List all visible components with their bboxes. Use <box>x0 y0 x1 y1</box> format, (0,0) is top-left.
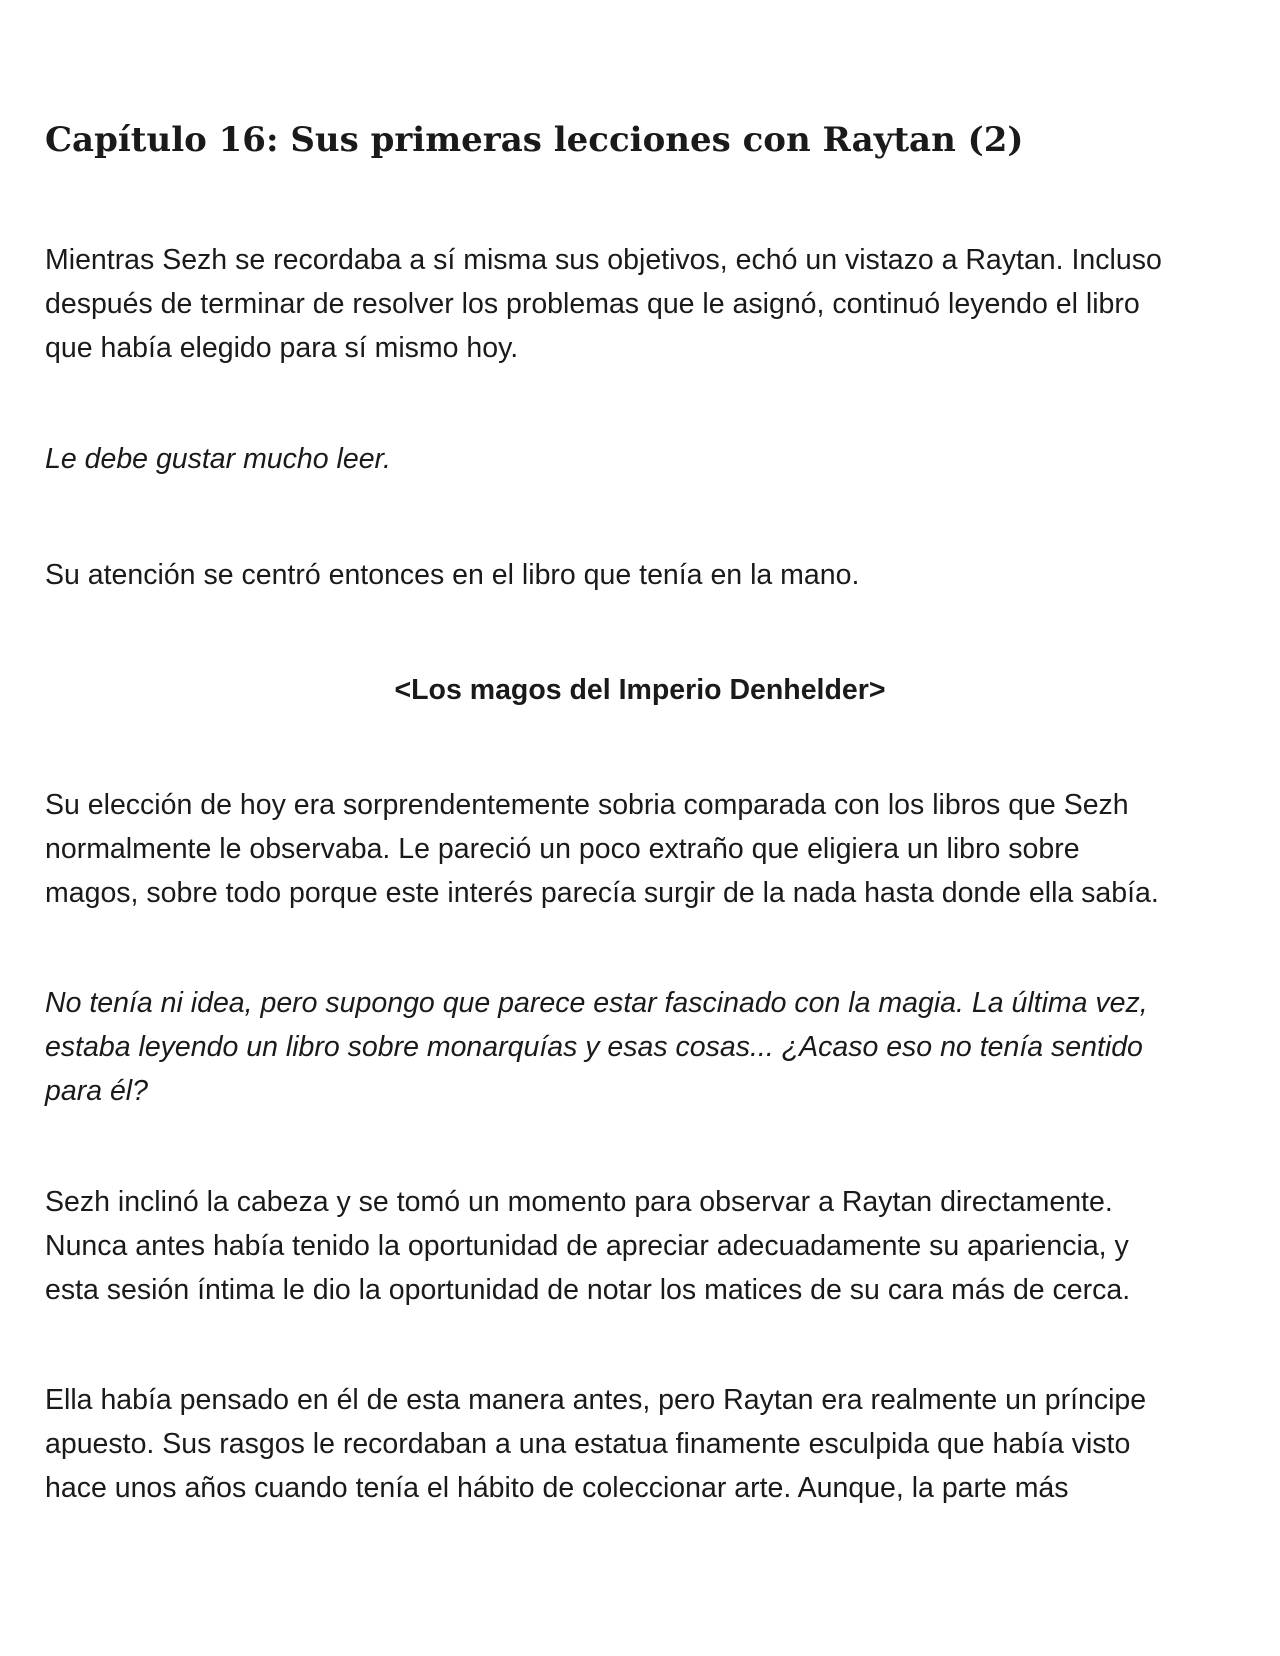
paragraph-7 <box>45 1180 1245 1312</box>
text-line: estaba leyendo un libro sobre monarquías y esas cosas... ¿Acaso eso no tenía sentido <box>45 1031 1143 1063</box>
text-line: Nunca antes había tenido la oportunidad de apreciar adecuadamente su apariencia, y <box>45 1230 1129 1262</box>
chapter-title: Capítulo 16: Sus primeras lecciones con Raytan (2) <box>45 120 1024 160</box>
paragraph-2-thought <box>45 437 1245 481</box>
paragraph-1 <box>45 238 1245 370</box>
text-line: apuesto. Sus rasgos le recordaban a una estatua finamente esculpida que había visto <box>45 1428 1131 1460</box>
text-line: Mientras Sezh se recordaba a sí misma sus objetivos, echó un vistazo a Raytan. Incluso <box>45 244 1162 276</box>
text-line: normalmente le observaba. Le pareció un poco extraño que eligiera un libro sobre <box>45 833 1080 865</box>
text-line: Su elección de hoy era sorprendentemente sobria comparada con los libros que Sezh <box>45 789 1129 821</box>
text-line: No tenía ni idea, pero supongo que parece estar fascinado con la magia. La última vez, <box>45 987 1148 1019</box>
text-line: <Los magos del Imperio Denhelder> <box>394 674 886 706</box>
text-line: que había elegido para sí mismo hoy. <box>45 332 519 364</box>
text-line: para él? <box>45 1075 148 1107</box>
text-line: Le debe gustar mucho leer. <box>45 443 391 475</box>
paragraph-6-thought <box>45 981 1245 1113</box>
text-line: después de terminar de resolver los problemas que le asignó, continuó leyendo el libro <box>45 288 1140 320</box>
text-line: Ella había pensado en él de esta manera antes, pero Raytan era realmente un príncipe <box>45 1384 1147 1416</box>
book-title-heading <box>45 668 1235 712</box>
paragraph-5 <box>45 783 1245 915</box>
text-line: magos, sobre todo porque este interés parecía surgir de la nada hasta donde ella sabía. <box>45 877 1159 909</box>
text-line: Su atención se centró entonces en el libro que tenía en la mano. <box>45 559 860 591</box>
text-line: esta sesión íntima le dio la oportunidad de notar los matices de su cara más de cerca. <box>45 1274 1131 1306</box>
paragraph-8 <box>45 1378 1245 1510</box>
paragraph-3 <box>45 553 1245 597</box>
text-line: Sezh inclinó la cabeza y se tomó un momento para observar a Raytan directamente. <box>45 1186 1113 1218</box>
text-line: hace unos años cuando tenía el hábito de coleccionar arte. Aunque, la parte más <box>45 1472 1069 1504</box>
